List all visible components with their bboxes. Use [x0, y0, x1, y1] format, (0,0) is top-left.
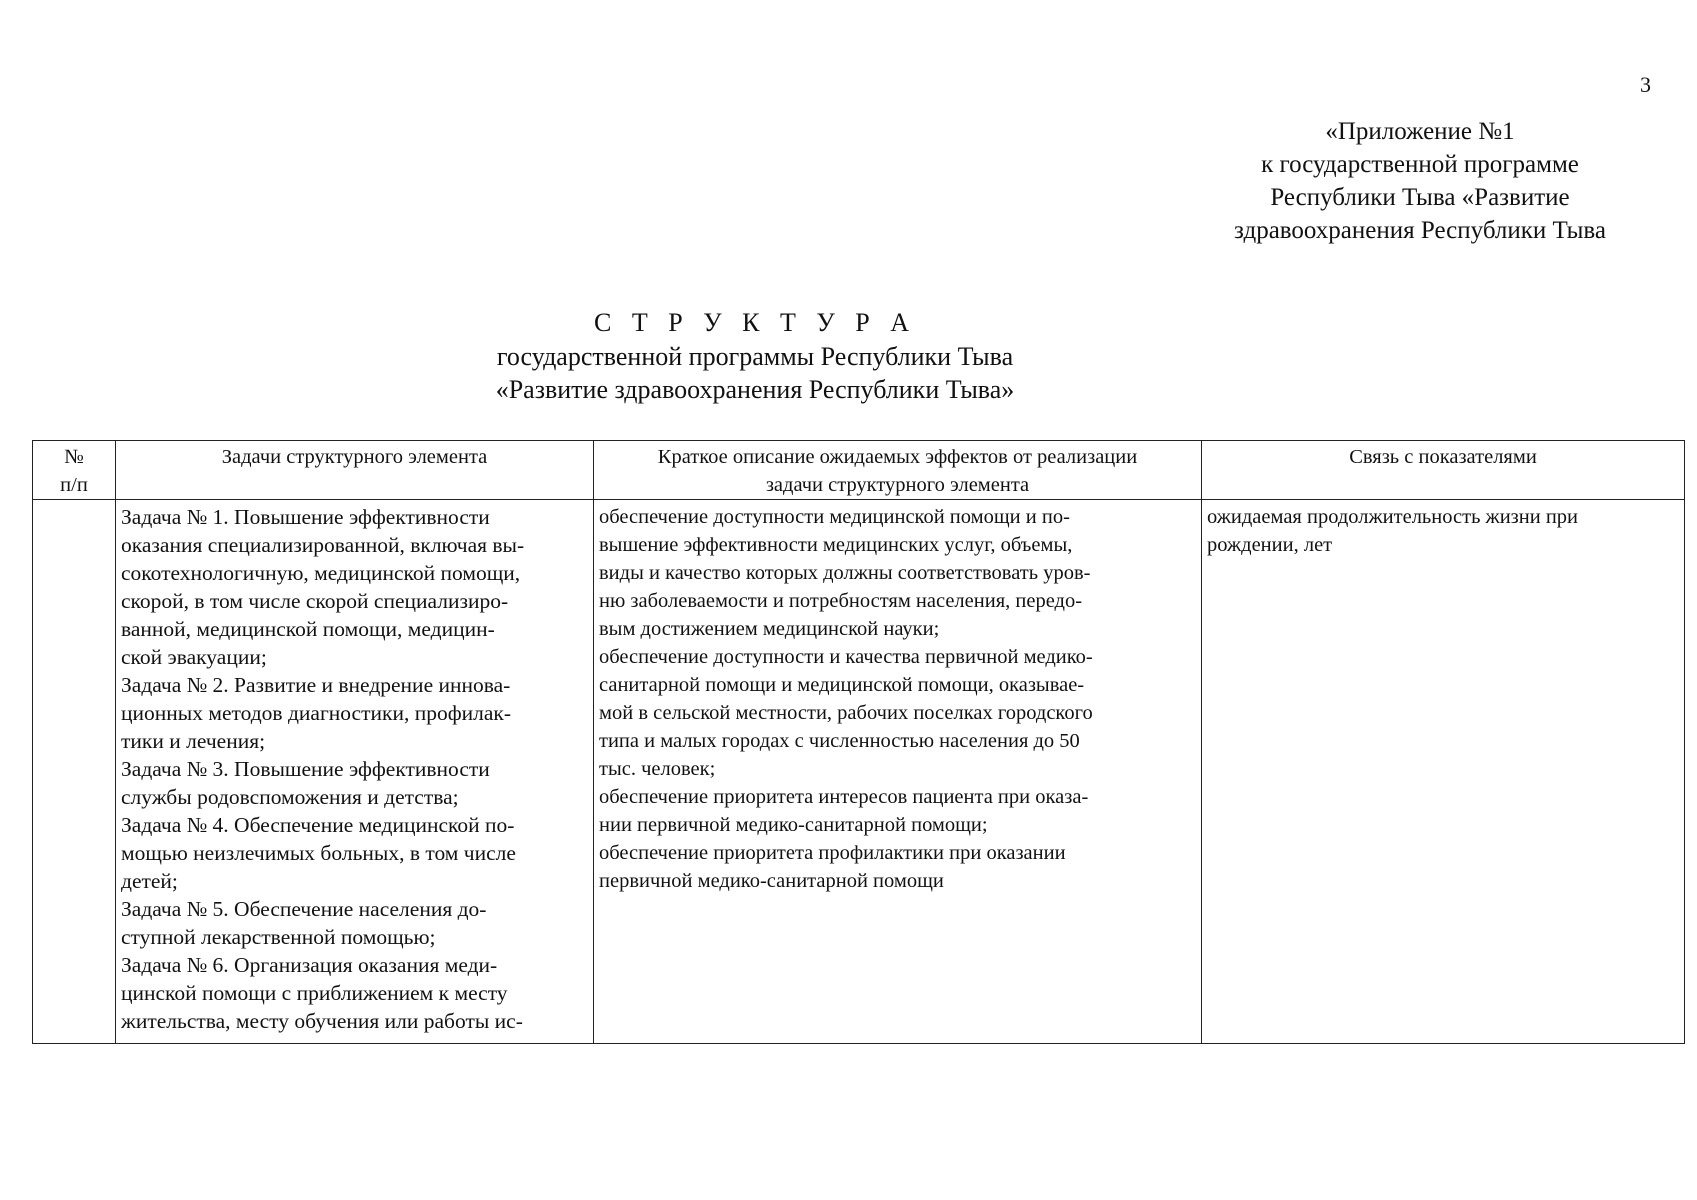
header-num-line: п/п	[60, 474, 88, 496]
cell-num	[33, 500, 116, 1044]
cell-text-line: оказания специализированной, включая вы-	[121, 533, 525, 557]
structure-table	[32, 440, 1685, 1044]
header-num-line: №	[64, 446, 84, 468]
cell-text-line: цинской помощи с приближением к месту	[121, 981, 508, 1005]
header-effects-line: Краткое описание ожидаемых эффектов от реализации	[657, 446, 1138, 468]
cell-text-line: службы родовспоможения и детства;	[121, 785, 459, 809]
cell-text-line: ванной, медицинской помощи, медицин-	[121, 617, 495, 641]
header-link: Связь с показателями	[1202, 441, 1685, 500]
cell-text-line: ской эвакуации;	[121, 645, 267, 669]
cell-text-line: Задача № 1. Повышение эффективности	[121, 505, 490, 529]
cell-text-line: мой в сельской местности, рабочих поселках городского	[599, 702, 1093, 724]
cell-text-line: Задача № 2. Развитие и внедрение иннова-	[121, 673, 511, 697]
cell-text-line: первичной медико-санитарной помощи	[599, 870, 944, 892]
cell-text-line: Задача № 5. Обеспечение населения до-	[121, 897, 487, 921]
cell-text-line: сокотехнологичную, медицинской помощи,	[121, 561, 521, 585]
appendix-line: к государственной программе	[1261, 151, 1579, 178]
title-line: «Развитие здравоохранения Республики Тыва»	[495, 375, 1015, 404]
cell-text-line: нии первичной медико-санитарной помощи;	[599, 814, 988, 836]
cell-text-line: тики и лечения;	[121, 729, 266, 753]
cell-text-line: вышение эффективности медицинских услуг, объемы,	[599, 534, 1073, 556]
cell-text-line: ню заболеваемости и потребностям населения, передо-	[599, 590, 1083, 612]
cell-tasks	[116, 500, 594, 1044]
cell-text-line: Задача № 6. Организация оказания меди-	[121, 953, 498, 977]
page-number: 3	[1640, 72, 1651, 97]
cell-link	[1202, 500, 1685, 1044]
cell-text-line: обеспечение приоритета интересов пациента при оказа-	[599, 786, 1089, 808]
header-num	[33, 441, 116, 500]
cell-text-line: мощью неизлечимых больных, в том числе	[121, 841, 516, 865]
cell-text-line: Задача № 3. Повышение эффективности	[121, 757, 490, 781]
header-tasks: Задачи структурного элемента	[116, 441, 594, 500]
header-effects	[594, 441, 1202, 500]
cell-effects	[594, 500, 1202, 1044]
title-line: государственной программы Республики Тыва	[496, 342, 1014, 371]
appendix-line: Республики Тыва «Развитие	[1270, 184, 1570, 211]
appendix-note	[1180, 115, 1660, 247]
table-row	[33, 500, 1685, 1044]
cell-text-line: обеспечение приоритета профилактики при оказании	[599, 842, 1066, 864]
cell-text-line: санитарной помощи и медицинской помощи, оказывае-	[599, 674, 1085, 696]
header-effects-line: задачи структурного элемента	[765, 474, 1030, 496]
cell-text-line: обеспечение доступности медицинской помощи и по-	[599, 506, 1070, 528]
cell-text-line: обеспечение доступности и качества первичной медико-	[599, 646, 1093, 668]
cell-text-line: детей;	[121, 869, 178, 893]
cell-text-line: Задача № 4. Обеспечение медицинской по-	[121, 813, 515, 837]
cell-text-line: ступной лекарственной помощью;	[121, 925, 436, 949]
cell-text-line: типа и малых городах с численностью населения до 50	[599, 730, 1080, 752]
cell-text-line: жительства, месту обучения или работы ис-	[121, 1009, 523, 1033]
cell-text-line: виды и качество которых должны соответствовать уров-	[599, 562, 1091, 584]
appendix-line: «Приложение №1	[1325, 118, 1515, 145]
cell-text-line: ожидаемая продолжительность жизни при	[1207, 506, 1579, 528]
document-title	[430, 306, 1080, 406]
cell-text-line: вым достижением медицинской науки;	[599, 618, 940, 640]
cell-text-line: тыс. человек;	[599, 758, 716, 780]
title-heading: С Т Р У К Т У Р А	[594, 308, 916, 337]
cell-text-line: рождении, лет	[1207, 534, 1333, 556]
cell-text-line: ционных методов диагностики, профилак-	[121, 701, 512, 725]
cell-text-line: скорой, в том числе скорой специализиро-	[121, 589, 509, 613]
appendix-line: здравоохранения Республики Тыва	[1234, 217, 1606, 244]
table-header-row	[33, 441, 1685, 500]
